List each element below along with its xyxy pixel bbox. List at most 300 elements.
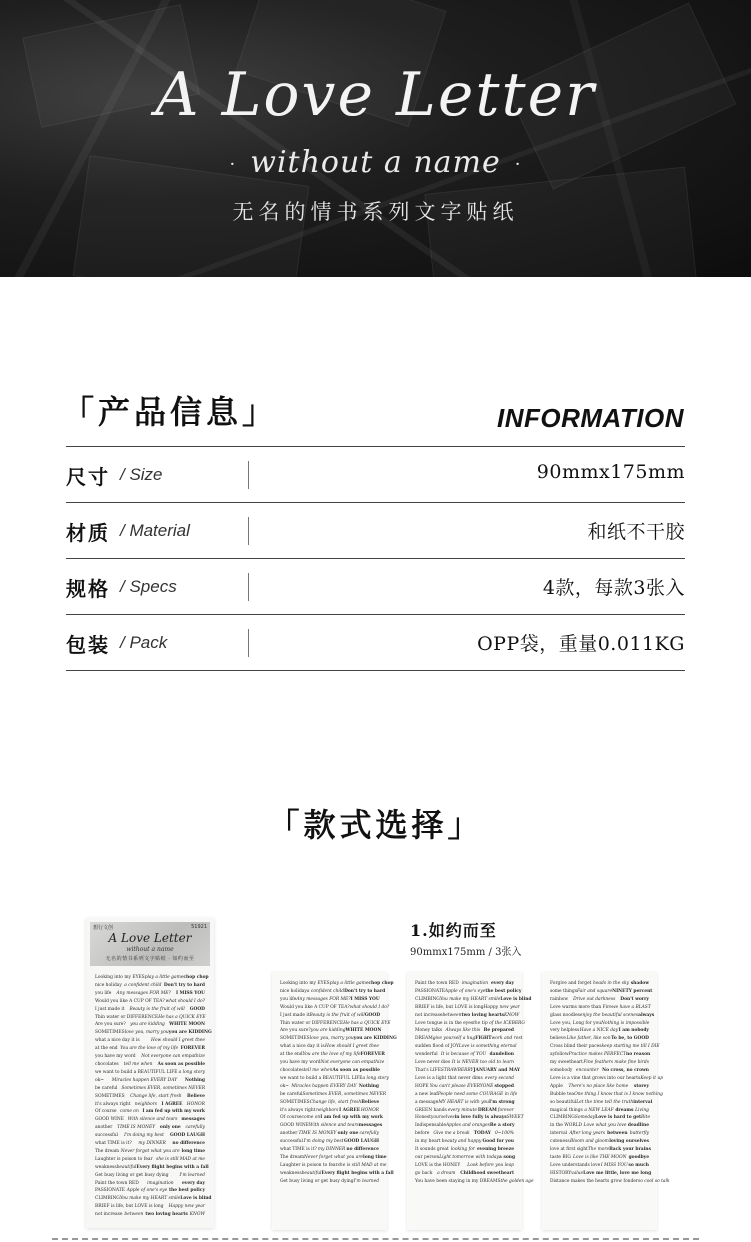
sticker-phrase: no difference bbox=[346, 1147, 379, 1153]
sticker-line bbox=[95, 1195, 212, 1203]
sticker-phrase: Love you, Long for you bbox=[550, 1020, 602, 1026]
sticker-phrase: I'm doing my best bbox=[124, 1133, 164, 1139]
sticker-phrase: People need some COURAGE in life bbox=[437, 1091, 518, 1097]
sticker-phrase: our person bbox=[415, 1154, 440, 1160]
sticker-phrase: a NEW LEAF bbox=[584, 1107, 614, 1113]
info-label-en: / Size bbox=[120, 465, 163, 484]
sticker-line bbox=[95, 1140, 205, 1148]
sticker-phrase: long time bbox=[363, 1154, 387, 1160]
sticker-line bbox=[550, 1138, 649, 1146]
sticker-phrase: Don't worry bbox=[620, 996, 649, 1002]
sticker-phrase: He has a QUICK EYE bbox=[343, 1020, 391, 1026]
sticker-line bbox=[415, 1099, 514, 1107]
sticker-phrase: Give me a break bbox=[433, 1131, 470, 1137]
sticker-phrase: JANUARY and MAY bbox=[473, 1067, 521, 1073]
sticker-phrase: Fine feathers make fine birds bbox=[583, 1060, 649, 1066]
sticker-phrase: go back bbox=[415, 1170, 433, 1176]
sticker-phrase: Someday bbox=[574, 1115, 596, 1121]
sticker-phrase: goodbye bbox=[628, 1154, 649, 1160]
sticker-phrase: You are the love of my life bbox=[302, 1052, 361, 1058]
sticker-line bbox=[280, 1012, 379, 1020]
sticker-line bbox=[415, 1075, 514, 1083]
sticker-phrase: what TIME is it? bbox=[95, 1141, 132, 1147]
sticker-line bbox=[550, 1027, 649, 1035]
info-label-en: / Pack bbox=[120, 633, 168, 652]
sticker-line bbox=[550, 1059, 649, 1067]
sticker-phrase: Sometimes EVER, sometimes NEVER bbox=[302, 1091, 387, 1097]
sticker-phrase: GOOD WINE bbox=[280, 1123, 309, 1129]
info-row-material bbox=[66, 503, 685, 559]
hero-dot-right: · bbox=[514, 153, 522, 175]
sticker-phrase: a new leaf bbox=[415, 1091, 438, 1097]
sticker-phrase: only one bbox=[337, 1131, 359, 1137]
sticker-phrase: Drive out darkness bbox=[573, 996, 616, 1002]
sticker-phrase: HISTORY bbox=[550, 1170, 572, 1176]
sticker-phrase: Money talks bbox=[415, 1028, 443, 1034]
sticker-phrase: I MISS YOU bbox=[350, 996, 380, 1002]
sticker-line bbox=[415, 980, 514, 988]
sticker-phrase: every second bbox=[484, 1075, 514, 1081]
sticker-phrase: I am nobody bbox=[618, 1028, 649, 1034]
info-divider bbox=[248, 629, 249, 657]
sticker-phrase: it's always right bbox=[280, 1107, 316, 1113]
sticker-phrase: DREAM bbox=[477, 1107, 497, 1113]
sticker-phrase: After long years bbox=[569, 1131, 606, 1137]
info-label-cn: 包装 bbox=[66, 633, 110, 657]
sticker-phrase: so much bbox=[628, 1162, 649, 1168]
sticker-phrase: a song bbox=[499, 1154, 516, 1160]
sticker-line bbox=[550, 1083, 649, 1091]
sticker-phrase: Every flight begins with a fall bbox=[136, 1164, 209, 1170]
sticker-phrase: Not everyone can empathize bbox=[141, 1054, 205, 1060]
sticker-phrase: KNOW bbox=[189, 1212, 205, 1218]
sticker-phrase: Don't try to hard bbox=[344, 988, 386, 994]
sticker-line bbox=[415, 1012, 520, 1020]
sticker-phrase: long time bbox=[181, 1148, 205, 1154]
sticker-phrase: taste BIG bbox=[550, 1154, 571, 1160]
sticker-phrase: chocolates bbox=[280, 1067, 304, 1073]
sticker-phrase: forever bbox=[497, 1107, 514, 1113]
sticker-phrase: Love is a light that never dims bbox=[415, 1075, 483, 1081]
sticker-phrase: Practice makes PERFECT bbox=[568, 1052, 627, 1058]
sticker-phrase: I'm doing my best bbox=[303, 1139, 344, 1145]
sticker-phrase: so cool so talk bbox=[637, 1178, 670, 1184]
information-heading: 「产品信息」 bbox=[62, 393, 279, 431]
sticker-phrase: Apples and oranges bbox=[445, 1123, 490, 1129]
sticker-phrase: CLIMBING bbox=[550, 1115, 575, 1121]
sticker-phrase: believe bbox=[550, 1036, 566, 1042]
sticker-phrase: chop chop bbox=[368, 981, 394, 986]
sticker-phrase: a message bbox=[415, 1099, 439, 1105]
sticker-phrase: work and rest bbox=[491, 1036, 523, 1042]
sticker-phrase: GOOD bbox=[364, 1012, 381, 1018]
sticker-phrase: Any messages FOR ME? bbox=[116, 990, 171, 996]
sticker-phrase: encounter bbox=[575, 1067, 599, 1073]
sticker-phrase: 0~100% bbox=[494, 1131, 514, 1137]
package-subtitle: without a name bbox=[126, 946, 174, 953]
sticker-phrase: deadline bbox=[627, 1123, 649, 1129]
sticker-phrase: what a nice day it is bbox=[95, 1038, 140, 1044]
sticker-phrase: Laughter is poison to fear bbox=[280, 1162, 338, 1168]
sticker-sheet-2[interactable] bbox=[407, 972, 534, 1230]
sticker-phrase: Light tomorrow with today bbox=[439, 1154, 499, 1160]
sticker-phrase: what TIME is it? bbox=[280, 1147, 317, 1153]
sticker-phrase: you are kidding bbox=[310, 1028, 346, 1034]
sticker-phrase: chocolates bbox=[95, 1061, 119, 1067]
sticker-phrase: the best policy bbox=[169, 1188, 205, 1194]
sticker-phrase: Looking into my EYES bbox=[95, 975, 145, 980]
hero-banner bbox=[0, 0, 751, 277]
sticker-phrase: Love what you love bbox=[583, 1123, 627, 1129]
sticker-phrase: love you, marry you bbox=[309, 1036, 354, 1042]
package-header bbox=[90, 922, 210, 966]
sticker-phrase: chop chop bbox=[183, 975, 209, 980]
sticker-phrase: I just made it bbox=[280, 1012, 310, 1018]
sticker-phrase: Paint the town RED bbox=[415, 981, 459, 986]
sticker-line bbox=[95, 1077, 205, 1085]
sticker-line bbox=[95, 1148, 205, 1156]
sticker-phrase: nice holiday bbox=[95, 982, 122, 988]
sticker-line bbox=[550, 1091, 663, 1099]
sticker-phrase: Like father, like son bbox=[566, 1036, 611, 1042]
sticker-phrase: love at first sight bbox=[550, 1147, 588, 1153]
sticker-phrase: no difference bbox=[172, 1141, 205, 1147]
sticker-phrase: ourselves bbox=[433, 1115, 455, 1121]
sticker-phrase: I'm learned bbox=[353, 1178, 380, 1184]
sticker-phrase: DREAM bbox=[415, 1036, 433, 1042]
sticker-phrase: in the WORLD bbox=[550, 1123, 583, 1129]
sheet-sticker-text bbox=[280, 980, 397, 1224]
sticker-phrase: a long story bbox=[362, 1075, 389, 1081]
sticker-phrase: Miracles happen EVERY DAY bbox=[111, 1077, 177, 1083]
sticker-line bbox=[95, 1045, 205, 1053]
sticker-line bbox=[415, 1059, 514, 1067]
sticker-phrase: MY HEART is with you bbox=[438, 1099, 490, 1105]
sticker-phrase: GOOD WINE bbox=[95, 1117, 124, 1123]
info-value: 90mmx175mm bbox=[536, 461, 685, 483]
sticker-phrase: WHITE MOON bbox=[169, 1022, 205, 1028]
sticker-line bbox=[280, 1122, 383, 1130]
sticker-phrase: TIME IS MONEY bbox=[298, 1131, 337, 1137]
sticker-phrase: tell me when bbox=[123, 1061, 153, 1067]
sticker-phrase: Apple of one's eye bbox=[444, 988, 486, 994]
sticker-phrase: the golden age bbox=[500, 1178, 534, 1184]
sticker-phrase: Love is blind bbox=[180, 1196, 212, 1202]
sticker-phrase: ok~ bbox=[280, 1083, 289, 1089]
sticker-phrase: BRIEF is life, but LOVE is long bbox=[415, 1004, 484, 1010]
sticker-line bbox=[415, 1004, 520, 1012]
sticker-phrase: How should I greet thee bbox=[151, 1038, 205, 1044]
sticker-phrase: tell me when bbox=[303, 1067, 333, 1073]
sticker-line bbox=[95, 1006, 205, 1014]
sticker-line bbox=[95, 1085, 205, 1093]
sticker-line bbox=[280, 1075, 389, 1083]
sticker-phrase: a long story bbox=[178, 1069, 205, 1075]
sticker-phrase: CLIMBING bbox=[95, 1196, 120, 1202]
sticker-phrase: Never forget what you are bbox=[304, 1154, 364, 1160]
sticker-phrase: keep starting me till I DIE bbox=[601, 1044, 660, 1050]
sticker-phrase: Love is blind bbox=[500, 996, 532, 1002]
sticker-phrase: Childhood sweetheart bbox=[460, 1170, 514, 1176]
sticker-phrase: I MISS YOU bbox=[600, 1162, 628, 1168]
sticker-phrase: my sweetheart bbox=[550, 1060, 583, 1066]
sticker-line bbox=[95, 1211, 205, 1219]
sticker-line bbox=[415, 1162, 514, 1170]
sticker-line bbox=[280, 1051, 385, 1059]
sticker-phrase: a confident child bbox=[306, 988, 345, 994]
sticker-phrase: in my heart bbox=[415, 1139, 441, 1145]
sticker-line bbox=[415, 988, 522, 996]
sticker-line bbox=[550, 1067, 649, 1075]
sticker-line bbox=[280, 1083, 379, 1091]
sticker-line bbox=[95, 1203, 205, 1211]
sticker-phrase: How should I greet thee bbox=[325, 1044, 379, 1050]
sticker-phrase: Bloom and gloom bbox=[570, 1139, 609, 1145]
sticker-line bbox=[95, 1029, 212, 1037]
sticker-line bbox=[415, 996, 532, 1004]
sticker-phrase: successful bbox=[280, 1139, 303, 1145]
sticker-line bbox=[95, 1101, 205, 1109]
sticker-phrase: enjoy the beautiful scenes bbox=[579, 1012, 639, 1018]
sticker-line bbox=[280, 1004, 390, 1012]
info-value: 和纸不干胶 bbox=[587, 521, 685, 543]
sticker-phrase: GREEN hands bbox=[415, 1107, 447, 1113]
sticker-phrase: LOVE is the HONEY bbox=[415, 1162, 461, 1168]
sticker-phrase: neighbors bbox=[316, 1107, 339, 1113]
info-divider bbox=[248, 573, 249, 601]
sticker-line bbox=[415, 1178, 534, 1186]
sticker-sheet-1[interactable] bbox=[272, 972, 397, 1230]
sticker-line bbox=[95, 1069, 205, 1077]
sticker-phrase: You make my HEART smile bbox=[119, 1196, 181, 1202]
sticker-phrase: beautiful bbox=[301, 1170, 322, 1176]
sticker-phrase: a dream bbox=[437, 1170, 456, 1176]
sticker-phrase: between bbox=[607, 1131, 628, 1137]
sticker-line bbox=[280, 1043, 379, 1051]
sticker-phrase: rainbow bbox=[550, 996, 569, 1002]
sheet-sticker-text bbox=[415, 980, 534, 1224]
sticker-line bbox=[415, 1130, 514, 1138]
sticker-phrase: I am fed up with my work bbox=[320, 1115, 383, 1121]
sticker-phrase: Forgive and forget bbox=[550, 981, 592, 986]
sticker-phrase: magical things bbox=[550, 1107, 583, 1113]
sticker-phrase: Love understands love bbox=[550, 1162, 601, 1168]
sticker-phrase: Fair and square bbox=[576, 988, 613, 994]
sticker-phrase: HOPE bbox=[415, 1083, 429, 1089]
sticker-phrase: at the end bbox=[95, 1046, 118, 1052]
sticker-phrase: Beauty is the fruit of will bbox=[309, 1012, 365, 1018]
sticker-phrase: There's no place like home bbox=[568, 1083, 629, 1089]
sticker-line bbox=[280, 1170, 394, 1178]
sticker-line bbox=[415, 1051, 514, 1059]
sticker-phrase: we want to build a BEAUTIFUL LIFE bbox=[95, 1069, 178, 1075]
sticker-phrase: I am fed up with my work bbox=[142, 1109, 205, 1115]
sticker-phrase: I AGREE bbox=[339, 1107, 361, 1113]
sticker-phrase: KNOW bbox=[503, 1012, 520, 1018]
sticker-line bbox=[550, 1178, 670, 1186]
sticker-phrase: It is NEVER too old to learn bbox=[451, 1060, 514, 1066]
sticker-phrase: come on bbox=[120, 1109, 139, 1115]
sticker-line bbox=[415, 1170, 514, 1178]
sticker-phrase: STRAWBERRY bbox=[440, 1067, 474, 1073]
information-table bbox=[66, 446, 685, 671]
sticker-line bbox=[280, 1154, 387, 1162]
hero-title: A Love Letter bbox=[155, 60, 596, 130]
sticker-phrase: not increase bbox=[415, 1012, 443, 1018]
sticker-line bbox=[415, 1067, 521, 1075]
sticker-line bbox=[95, 1156, 205, 1164]
sticker-line bbox=[280, 1146, 379, 1154]
hero-subtitle-text: without a name bbox=[250, 145, 501, 180]
sticker-phrase: Love tongue is in the eyes bbox=[415, 1020, 474, 1026]
sticker-line bbox=[280, 1059, 385, 1067]
info-row-pack bbox=[66, 615, 685, 671]
package-brand: 想行文创 bbox=[93, 925, 114, 931]
sticker-phrase: Be prepared bbox=[483, 1028, 514, 1034]
sticker-line bbox=[280, 988, 386, 996]
sticker-phrase: some things bbox=[550, 988, 577, 994]
sticker-phrase: Nothing bbox=[184, 1077, 205, 1083]
sticker-phrase: Love warms more than Fire bbox=[550, 1004, 612, 1010]
sticker-phrase: every day bbox=[491, 981, 514, 986]
sticker-line bbox=[280, 1099, 379, 1107]
product-package-image[interactable] bbox=[86, 918, 214, 1228]
sticker-line bbox=[280, 1130, 379, 1138]
sticker-phrase: always bbox=[638, 1012, 655, 1018]
sticker-phrase: she is still MAD at me bbox=[337, 1162, 387, 1168]
sticker-line bbox=[280, 1027, 382, 1035]
sticker-phrase: you have my word bbox=[280, 1060, 321, 1066]
sticker-line bbox=[550, 980, 649, 988]
sticker-phrase: you are kidding bbox=[130, 1022, 165, 1028]
sticker-line bbox=[95, 982, 205, 990]
sticker-phrase: The more bbox=[587, 1147, 610, 1153]
sticker-line bbox=[550, 988, 653, 996]
sticker-phrase: Bite bbox=[641, 1115, 651, 1121]
sticker-sheet-3[interactable] bbox=[542, 972, 670, 1230]
sticker-phrase: Are you sure? bbox=[280, 1028, 311, 1034]
sticker-phrase: you life bbox=[95, 990, 112, 996]
package-code: 51921 bbox=[191, 924, 207, 930]
sticker-phrase: Love is a vine that grows into our hearts bbox=[550, 1075, 641, 1081]
sticker-phrase: two loving hearts bbox=[145, 1212, 188, 1218]
hero-dot-left: · bbox=[229, 153, 237, 175]
sticker-line bbox=[95, 1061, 205, 1069]
sticker-line bbox=[415, 1146, 514, 1154]
sticker-line bbox=[550, 1075, 664, 1083]
sticker-phrase: FIGHT bbox=[475, 1036, 492, 1042]
sticker-phrase: so beautiful bbox=[550, 1099, 577, 1105]
sticker-phrase: Get busy living or get busy dying bbox=[280, 1178, 354, 1184]
package-sticker-text bbox=[95, 974, 212, 1222]
sticker-phrase: my DINNER bbox=[138, 1141, 166, 1147]
sticker-line bbox=[415, 1154, 514, 1162]
sticker-phrase: Keep it up bbox=[640, 1075, 664, 1081]
info-label-en: / Specs bbox=[120, 577, 177, 596]
sticker-phrase: Living bbox=[635, 1107, 649, 1113]
sticker-phrase: cuteness bbox=[550, 1139, 570, 1145]
sticker-phrase: Don't try to hard bbox=[163, 982, 205, 988]
sticker-phrase: Of course bbox=[280, 1115, 302, 1121]
info-row-specs bbox=[66, 559, 685, 615]
sticker-line bbox=[280, 1067, 379, 1075]
sticker-phrase: we have a BLAST bbox=[611, 1004, 651, 1010]
sticker-phrase: You can't please EVERYONE bbox=[429, 1083, 494, 1089]
sticker-phrase: carefully bbox=[359, 1131, 379, 1137]
sticker-line bbox=[280, 1091, 387, 1099]
sticker-phrase: I just made it bbox=[95, 1006, 125, 1012]
style-item-spec: 90mmx175mm / 3张入 bbox=[410, 947, 522, 958]
sticker-line bbox=[95, 1037, 205, 1045]
info-label-cn: 规格 bbox=[66, 577, 110, 601]
sticker-phrase: come on bbox=[301, 1115, 321, 1121]
sticker-line bbox=[95, 1021, 205, 1029]
sticker-phrase: Happy new year bbox=[483, 1004, 520, 1010]
sticker-phrase: storey bbox=[633, 1083, 649, 1089]
sticker-phrase: It is because of YOU bbox=[440, 1052, 487, 1058]
sticker-phrase: Believe bbox=[361, 1099, 380, 1105]
sticker-phrase: shadow bbox=[630, 981, 649, 986]
sticker-phrase: Believe bbox=[187, 1093, 205, 1099]
sticker-phrase: dandelion bbox=[489, 1052, 514, 1058]
sticker-phrase: With silence and tears bbox=[127, 1117, 178, 1123]
sticker-phrase: glass noodles bbox=[550, 1012, 580, 1018]
sticker-phrase: CLIMBING bbox=[415, 996, 440, 1002]
sticker-phrase: weakness bbox=[95, 1164, 117, 1170]
sticker-line bbox=[415, 1083, 514, 1091]
sticker-phrase: Every flight begins with a fall bbox=[321, 1170, 394, 1176]
sticker-line bbox=[550, 1170, 652, 1178]
sticker-phrase: very helpless bbox=[550, 1028, 580, 1034]
sticker-phrase: Good for you bbox=[482, 1139, 514, 1145]
sticker-phrase: I'm strong bbox=[489, 1099, 515, 1105]
sticker-phrase: imagination bbox=[461, 981, 489, 986]
section-divider bbox=[52, 1238, 699, 1240]
sticker-phrase: Would you like A CUP OF TEA? bbox=[280, 1004, 350, 1010]
sticker-line bbox=[550, 1012, 655, 1020]
sticker-phrase: GOOD bbox=[189, 1006, 205, 1012]
sticker-phrase: only one bbox=[159, 1125, 181, 1131]
sticker-phrase: As soon as possible bbox=[332, 1067, 380, 1073]
sticker-phrase: you life bbox=[280, 996, 297, 1002]
sticker-phrase: play a little game bbox=[144, 975, 184, 980]
sticker-phrase: To be, to GOOD bbox=[611, 1036, 649, 1042]
sticker-line bbox=[95, 1053, 205, 1061]
sticker-phrase: That's LIFE bbox=[415, 1067, 441, 1073]
sticker-line bbox=[550, 1130, 649, 1138]
sticker-line bbox=[550, 1146, 649, 1154]
sticker-line bbox=[95, 1108, 205, 1116]
sticker-line bbox=[95, 1124, 205, 1132]
sticker-phrase: dreams bbox=[615, 1107, 634, 1113]
sticker-phrase: Cross blind their paces bbox=[550, 1044, 602, 1050]
sticker-phrase: He has a QUICK EYE bbox=[158, 1014, 206, 1020]
sticker-phrase: butterfly bbox=[629, 1131, 649, 1137]
sticker-line bbox=[280, 1035, 397, 1043]
sticker-phrase: carefully bbox=[185, 1125, 205, 1131]
sticker-phrase: you have my word bbox=[95, 1054, 136, 1060]
style-selection-heading: 「款式选择」 bbox=[267, 806, 484, 844]
sticker-line bbox=[550, 1035, 649, 1043]
sticker-phrase: Miracles happen EVERY DAY bbox=[291, 1083, 357, 1089]
sticker-phrase: it's always right bbox=[95, 1101, 131, 1107]
sticker-phrase: Change life, start fresh bbox=[309, 1099, 362, 1105]
sticker-phrase: TODAY bbox=[473, 1131, 491, 1137]
sticker-line bbox=[280, 980, 394, 988]
sticker-phrase: be careful bbox=[95, 1085, 118, 1091]
sticker-phrase: Paint the town RED bbox=[95, 1180, 139, 1186]
package-title: A Love Letter bbox=[108, 931, 192, 945]
